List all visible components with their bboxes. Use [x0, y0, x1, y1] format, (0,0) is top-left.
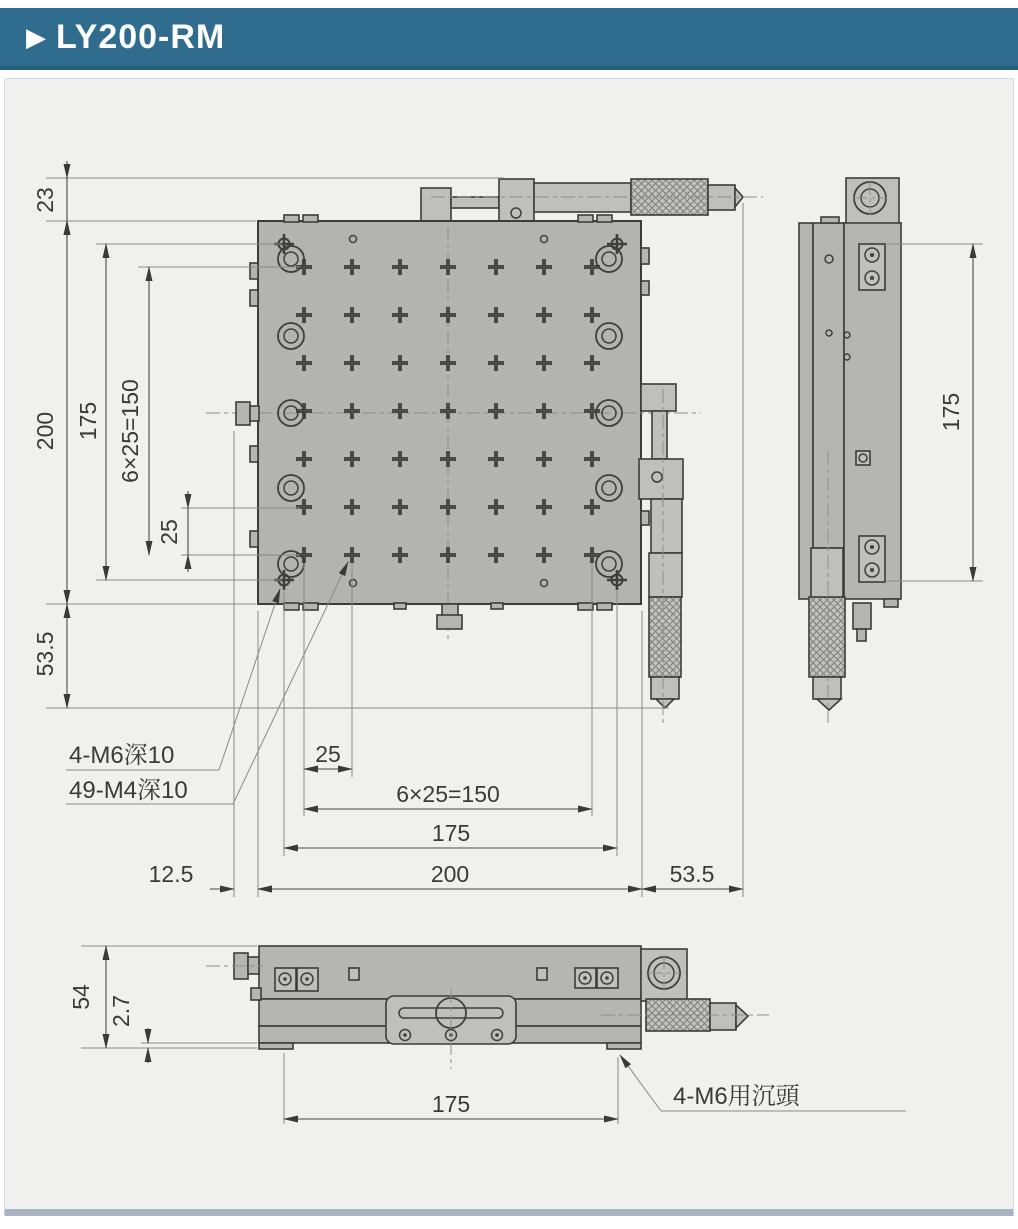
dim-200-bottom: 200 — [430, 861, 470, 887]
label-corner-holes: 4-M6深10 — [69, 742, 175, 769]
dim-175-bottom: 175 — [431, 820, 471, 846]
dim-54: 54 — [68, 984, 94, 1010]
dim-150-left: 6×25=150 — [117, 379, 143, 483]
drawing-panel — [4, 78, 1014, 1216]
bottom-clamp-knob — [437, 604, 462, 629]
side-view — [799, 178, 983, 723]
front-callout — [620, 1055, 906, 1111]
page-title: LY200-RM — [56, 17, 226, 56]
knurled-thimble — [649, 597, 681, 677]
y-axis-micrometer — [639, 384, 683, 725]
left-clamp-knob — [236, 402, 259, 425]
front-view — [68, 946, 906, 1124]
dim-150-bottom: 6×25=150 — [396, 781, 500, 807]
dim-53-5-left: 53.5 — [32, 631, 58, 677]
dim-175-front: 175 — [431, 1091, 471, 1117]
triangle-bullet-icon: ▶ — [26, 22, 46, 52]
label-mount-holes: 4-M6用沉頭 — [673, 1083, 800, 1110]
dim-25-left: 25 — [156, 519, 182, 545]
front-left-knob — [206, 953, 263, 1000]
dim-25-bottom: 25 — [315, 741, 341, 767]
label-grid-holes: 49-M4深10 — [69, 777, 188, 804]
dim-200-left: 200 — [32, 411, 58, 451]
dim-2-7: 2.7 — [108, 995, 134, 1027]
dim-175-side: 175 — [938, 392, 964, 432]
section-header-bar — [0, 8, 1018, 70]
top-view — [206, 179, 763, 725]
dim-175-left: 175 — [75, 401, 101, 441]
side-clamp-knob — [853, 603, 871, 641]
m4-hole-grid — [280, 243, 616, 579]
dim-12-5: 12.5 — [148, 861, 194, 887]
dim-53-5-bottom: 53.5 — [669, 861, 715, 887]
knurled-thimble — [809, 597, 845, 677]
technical-drawing — [5, 79, 1015, 1209]
dim-23: 23 — [32, 187, 58, 213]
